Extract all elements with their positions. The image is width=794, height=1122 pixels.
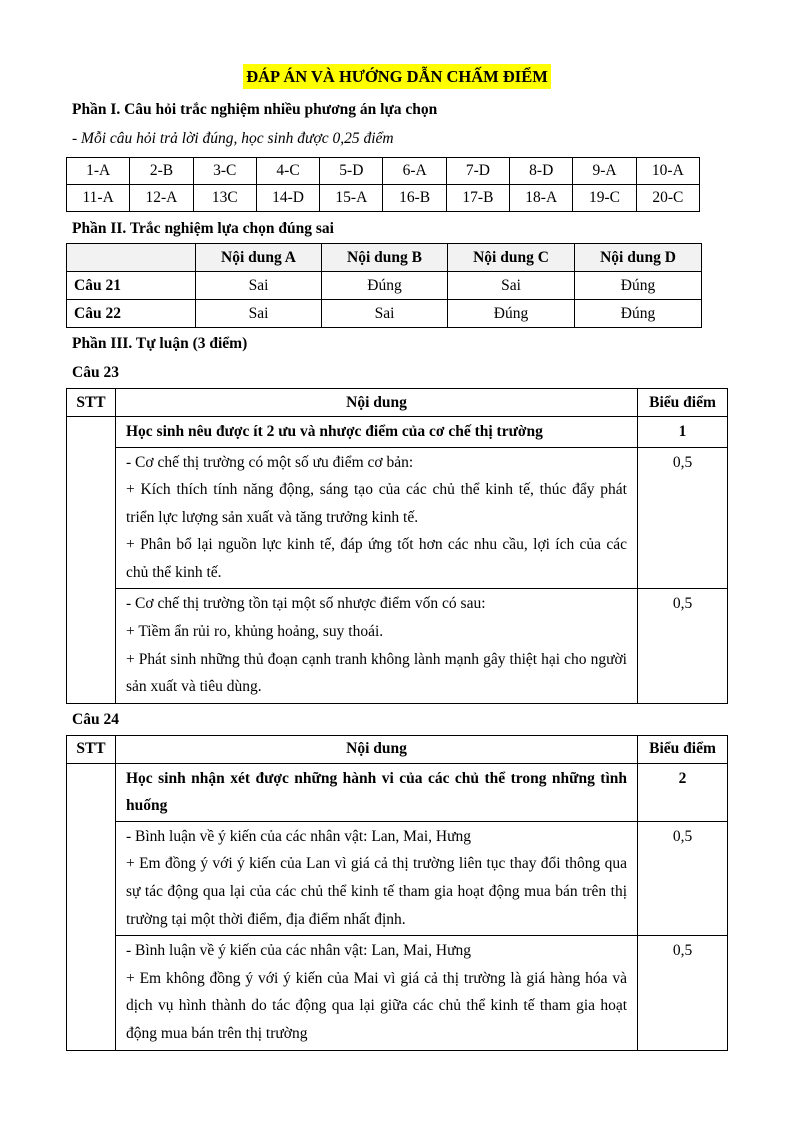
answer-line: + Phát sinh những thủ đoạn cạnh tranh không lành mạnh gây thiệt hại cho người sản xuất và tiêu dùng. <box>126 650 627 696</box>
part1-heading: Phần I. Câu hỏi trắc nghiệm nhiều phương án lựa chọn <box>72 101 438 118</box>
answer-cell: 6-A <box>383 158 446 185</box>
answer-cell: 7-D <box>446 158 509 185</box>
answer-cell: 2-B <box>130 158 193 185</box>
answer-cell: 13C <box>193 185 256 212</box>
answer-cell: 16-B <box>383 185 446 212</box>
essay-q23-table <box>66 388 728 704</box>
col-header-content: Nội dung <box>116 735 638 763</box>
answer-cell: 4-C <box>256 158 319 185</box>
tf-col-header-blank <box>67 244 196 272</box>
score-cell: 0,5 <box>638 447 728 589</box>
answer-cell: 5-D <box>320 158 383 185</box>
answer-cell: 11-A <box>67 185 130 212</box>
tf-answer-cell: Đúng <box>448 300 575 328</box>
score-cell: 0,5 <box>638 821 728 935</box>
page-title: ĐÁP ÁN VÀ HƯỚNG DẪN CHẤM ĐIỂM <box>243 64 551 89</box>
tf-row-cau21 <box>67 272 702 300</box>
mcq-answer-table <box>66 157 700 212</box>
answer-line: + Kích thích tính năng động, sáng tạo của các chủ thể kinh tế, thúc đẩy phát triển lực lượng sản xuất và tăng trưởng kinh tế. <box>126 481 627 526</box>
stt-empty-cell <box>67 763 116 1050</box>
essay-header-row <box>67 735 728 763</box>
col-header-score: Biểu điểm <box>638 389 728 417</box>
true-false-table <box>66 243 702 328</box>
answer-line: + Em đồng ý với ý kiến của Lan vì giá cả thị trường liên tục thay đổi thông qua sự tác động qua lại của các chủ thể kinh tế tham gia hoạt động mua bán trên thị trường tại một thời điểm, địa điểm nhất định. <box>126 855 627 928</box>
tf-answer-cell: Sai <box>448 272 575 300</box>
tf-answer-cell: Sai <box>196 272 322 300</box>
tf-row-label: Câu 21 <box>67 272 196 300</box>
part1-scoring-note: - Mỗi câu hỏi trả lời đúng, học sinh được 0,25 điểm <box>72 130 394 147</box>
answer-cell: 19-C <box>573 185 636 212</box>
score-cell: 0,5 <box>638 936 728 1050</box>
tf-header-row <box>67 244 702 272</box>
criterion-score-cell: 2 <box>638 763 728 821</box>
mcq-row-2 <box>67 185 700 212</box>
part2-heading: Phần II. Trắc nghiệm lựa chọn đúng sai <box>72 220 334 237</box>
question-24-label: Câu 24 <box>72 710 119 728</box>
tf-col-header-b: Nội dung B <box>322 244 448 272</box>
tf-answer-cell: Sai <box>196 300 322 328</box>
answer-cell: 9-A <box>573 158 636 185</box>
essay-answer-row <box>67 589 728 703</box>
criterion-score-cell: 1 <box>638 417 728 448</box>
answer-cell: 8-D <box>510 158 573 185</box>
col-header-content: Nội dung <box>116 389 638 417</box>
answer-content-cell <box>116 821 638 935</box>
tf-row-cau22 <box>67 300 702 328</box>
answer-content-cell <box>116 589 638 703</box>
essay-criterion-row <box>67 417 728 448</box>
answer-line: - Cơ chế thị trường có một số ưu điểm cơ bản: <box>126 453 414 471</box>
essay-answer-row <box>67 821 728 935</box>
answer-cell: 14-D <box>256 185 319 212</box>
essay-answer-row <box>67 447 728 589</box>
answer-cell: 20-C <box>636 185 699 212</box>
answer-cell: 10-A <box>636 158 699 185</box>
answer-cell: 1-A <box>67 158 130 185</box>
essay-criterion-row <box>67 763 728 821</box>
answer-line: + Tiềm ẩn rủi ro, khủng hoảng, suy thoái. <box>126 623 384 641</box>
essay-q24-table <box>66 735 728 1051</box>
mcq-row-1 <box>67 158 700 185</box>
answer-line: - Bình luận về ý kiến của các nhân vật: Lan, Mai, Hưng <box>126 827 471 845</box>
answer-cell: 17-B <box>446 185 509 212</box>
answer-cell: 18-A <box>510 185 573 212</box>
answer-cell: 15-A <box>320 185 383 212</box>
score-cell: 0,5 <box>638 589 728 703</box>
criterion-cell: Học sinh nêu được ít 2 ưu và nhược điểm của cơ chế thị trường <box>116 417 638 448</box>
answer-line: - Cơ chế thị trường tồn tại một số nhược điểm vốn có sau: <box>126 595 486 613</box>
answer-line: - Bình luận về ý kiến của các nhân vật: Lan, Mai, Hưng <box>126 942 471 960</box>
tf-answer-cell: Đúng <box>575 300 702 328</box>
answer-cell: 3-C <box>193 158 256 185</box>
answer-content-cell <box>116 447 638 589</box>
essay-answer-row <box>67 936 728 1050</box>
answer-content-cell <box>116 936 638 1050</box>
tf-col-header-a: Nội dung A <box>196 244 322 272</box>
part3-heading: Phần III. Tự luận (3 điểm) <box>72 335 248 352</box>
tf-answer-cell: Sai <box>322 300 448 328</box>
tf-answer-cell: Đúng <box>575 272 702 300</box>
title-row <box>0 64 794 89</box>
answer-line: + Em không đồng ý với ý kiến của Mai vì giá cả thị trường là giá hàng hóa và dịch vụ hình thành do tác động qua lại giữa các chủ thể kinh tế tham gia hoạt động mua bán trên thị trường <box>126 969 627 1042</box>
question-23-label: Câu 23 <box>72 364 119 381</box>
col-header-stt: STT <box>67 389 116 417</box>
col-header-stt: STT <box>67 735 116 763</box>
tf-row-label: Câu 22 <box>67 300 196 328</box>
essay-header-row <box>67 389 728 417</box>
col-header-score: Biểu điểm <box>638 735 728 763</box>
tf-col-header-d: Nội dung D <box>575 244 702 272</box>
stt-empty-cell <box>67 417 116 704</box>
criterion-cell: Học sinh nhận xét được những hành vi của các chủ thể trong những tình huống <box>116 763 638 821</box>
answer-line: + Phân bổ lại nguồn lực kinh tế, đáp ứng tốt hơn các nhu cầu, lợi ích của các chủ thể kinh tế. <box>126 536 627 581</box>
answer-cell: 12-A <box>130 185 193 212</box>
tf-answer-cell: Đúng <box>322 272 448 300</box>
tf-col-header-c: Nội dung C <box>448 244 575 272</box>
